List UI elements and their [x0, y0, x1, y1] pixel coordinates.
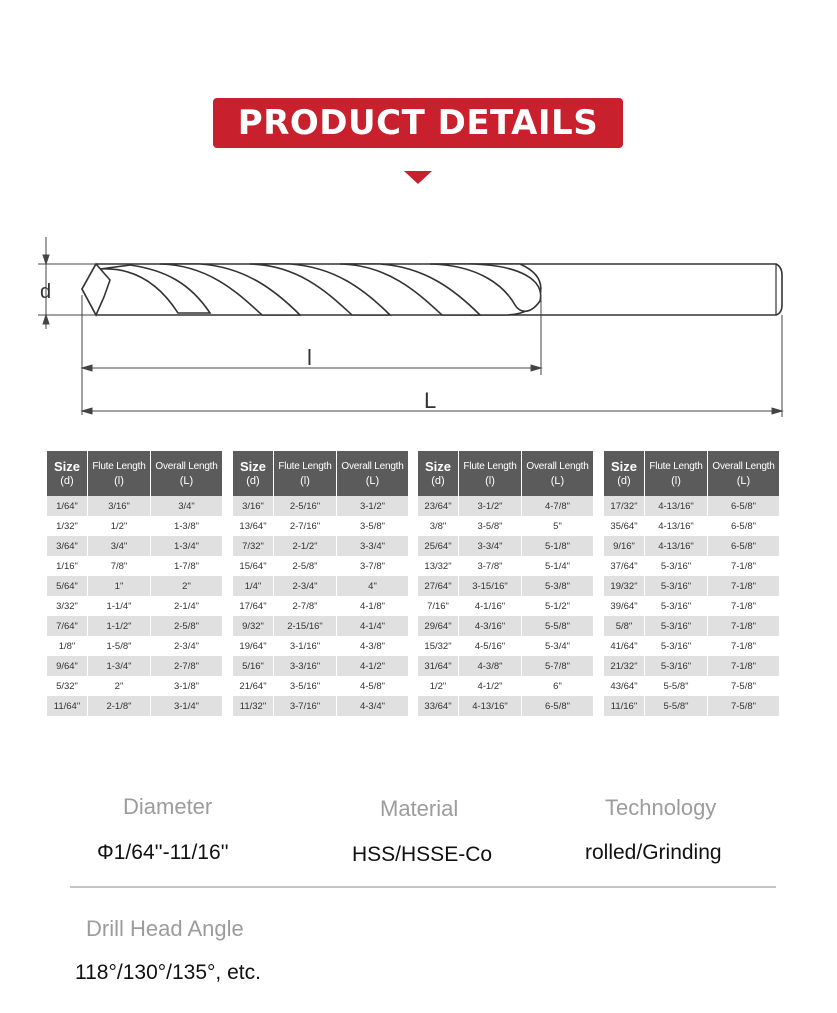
- flute-length-header: [459, 451, 522, 496]
- size-cell: 11/64": [47, 696, 88, 716]
- table-row: [47, 636, 222, 656]
- table-row: [604, 676, 779, 696]
- size-header: [418, 451, 459, 496]
- head-angle-value: 118°/130°/135°, etc.: [75, 961, 261, 984]
- overall-length-header-symbol: (L): [736, 475, 751, 487]
- flute-length-cell: 1-1/4": [88, 596, 151, 616]
- flute-length-cell: 1-3/4": [88, 656, 151, 676]
- overall-length-cell: 3-1/8": [151, 676, 223, 696]
- size-cell: 5/16": [233, 656, 274, 676]
- table-row: [604, 516, 779, 536]
- size-cell: 11/32": [233, 696, 274, 716]
- material-label: Material: [380, 796, 459, 821]
- overall-length-cell: 3-7/8": [337, 556, 409, 576]
- size-cell: 41/64": [604, 636, 645, 656]
- flute-length-header: [645, 451, 708, 496]
- size-cell: 9/64": [47, 656, 88, 676]
- size-header-title: Size: [239, 459, 266, 474]
- technology-value: rolled/Grinding: [585, 841, 722, 864]
- size-cell: 3/8": [418, 516, 459, 536]
- flute-length-header: [274, 451, 337, 496]
- overall-length-cell: 7-1/8": [708, 616, 780, 636]
- size-cell: 19/64": [233, 636, 274, 656]
- flute-length-cell: 3-1/16": [274, 636, 337, 656]
- label-d: d: [40, 281, 52, 303]
- flute-length-cell: 4-13/16": [459, 696, 522, 716]
- size-cell: 3/32": [47, 596, 88, 616]
- table-row: [47, 576, 222, 596]
- size-cell: 15/32": [418, 636, 459, 656]
- flute-length-header-title: Flute Length: [463, 461, 517, 472]
- table-row: [233, 596, 408, 616]
- size-cell: 23/64": [418, 496, 459, 516]
- overall-length-cell: 4": [337, 576, 409, 596]
- table-row: [47, 536, 222, 556]
- overall-length-header: [522, 451, 594, 496]
- table-row: [233, 556, 408, 576]
- flute-length-cell: 3-1/2": [459, 496, 522, 516]
- size-cell: 1/8": [47, 636, 88, 656]
- flute-length-cell: 2-1/8": [88, 696, 151, 716]
- size-header-symbol: (d): [431, 475, 445, 487]
- size-cell: 15/64": [233, 556, 274, 576]
- overall-length-header-title: Overall Length: [526, 461, 589, 472]
- flute-length-header: [88, 451, 151, 496]
- size-cell: 25/64": [418, 536, 459, 556]
- size-cell: 1/4": [233, 576, 274, 596]
- flute-length-cell: 3-3/4": [459, 536, 522, 556]
- overall-length-cell: 7-1/8": [708, 636, 780, 656]
- size-cell: 9/32": [233, 616, 274, 636]
- table-header-row: [233, 451, 408, 496]
- overall-length-cell: 4-1/2": [337, 656, 409, 676]
- overall-length-cell: 4-3/8": [337, 636, 409, 656]
- size-cell: 7/64": [47, 616, 88, 636]
- flute-length-header-symbol: (l): [114, 475, 124, 487]
- table-row: [47, 596, 222, 616]
- flute-length-cell: 4-1/16": [459, 596, 522, 616]
- flute-length-cell: 5-3/16": [645, 636, 708, 656]
- flute-length-cell: 4-13/16": [645, 496, 708, 516]
- flute-length-cell: 5-3/16": [645, 556, 708, 576]
- overall-length-cell: 7-5/8": [708, 696, 780, 716]
- table-row: [604, 636, 779, 656]
- table-row: [47, 496, 222, 516]
- overall-length-cell: 4-1/8": [337, 596, 409, 616]
- size-cell: 7/32": [233, 536, 274, 556]
- overall-length-cell: 2-7/8": [151, 656, 223, 676]
- flute-length-cell: 4-3/16": [459, 616, 522, 636]
- flute-length-cell: 2-5/16": [274, 496, 337, 516]
- overall-length-cell: 5-3/8": [522, 576, 594, 596]
- overall-length-cell: 7-1/8": [708, 596, 780, 616]
- overall-length-header-title: Overall Length: [341, 461, 404, 472]
- flute-length-cell: 5-5/8": [645, 676, 708, 696]
- size-cell: 1/32": [47, 516, 88, 536]
- flute-length-cell: 1-5/8": [88, 636, 151, 656]
- table-row: [47, 696, 222, 716]
- size-header-title: Size: [424, 459, 451, 474]
- flute-length-cell: 5-3/16": [645, 596, 708, 616]
- size-cell: 13/64": [233, 516, 274, 536]
- overall-length-cell: 6-5/8": [708, 496, 780, 516]
- head-angle-label: Drill Head Angle: [86, 916, 244, 941]
- overall-length-cell: 5-3/4": [522, 636, 594, 656]
- size-cell: 29/64": [418, 616, 459, 636]
- flute-length-cell: 2-1/2": [274, 536, 337, 556]
- technology-label: Technology: [605, 795, 717, 820]
- size-header: [604, 451, 645, 496]
- flute-length-cell: 1/2": [88, 516, 151, 536]
- size-cell: 39/64": [604, 596, 645, 616]
- table-row: [418, 636, 593, 656]
- overall-length-cell: 5-1/8": [522, 536, 594, 556]
- table-row: [604, 596, 779, 616]
- overall-length-cell: 4-3/4": [337, 696, 409, 716]
- overall-length-cell: 3-1/2": [337, 496, 409, 516]
- flute-length-cell: 3-5/8": [459, 516, 522, 536]
- flute-length-cell: 5-3/16": [645, 616, 708, 636]
- overall-length-cell: 3/4": [151, 496, 223, 516]
- table-row: [418, 496, 593, 516]
- size-cell: 35/64": [604, 516, 645, 536]
- size-cell: 7/16": [418, 596, 459, 616]
- table-row: [604, 556, 779, 576]
- flute-length-cell: 2": [88, 676, 151, 696]
- table-row: [418, 696, 593, 716]
- overall-length-cell: 6-5/8": [708, 536, 780, 556]
- flute-length-cell: 4-1/2": [459, 676, 522, 696]
- overall-length-cell: 5-7/8": [522, 656, 594, 676]
- label-flute-l: l: [307, 345, 312, 370]
- size-cell: 9/16": [604, 536, 645, 556]
- table-row: [233, 496, 408, 516]
- table-row: [418, 556, 593, 576]
- table-row: [47, 556, 222, 576]
- flute-length-cell: 7/8": [88, 556, 151, 576]
- overall-length-cell: 4-5/8": [337, 676, 409, 696]
- overall-length-cell: 2-5/8": [151, 616, 223, 636]
- flute-length-header-title: Flute Length: [649, 461, 703, 472]
- banner-title: PRODUCT DETAILS: [237, 103, 599, 143]
- size-cell: 1/16": [47, 556, 88, 576]
- size-cell: 37/64": [604, 556, 645, 576]
- overall-length-cell: 4-7/8": [522, 496, 594, 516]
- label-overall-L: L: [424, 388, 437, 413]
- overall-length-cell: 5-1/4": [522, 556, 594, 576]
- size-cell: 3/16": [233, 496, 274, 516]
- size-cell: 33/64": [418, 696, 459, 716]
- flute-length-cell: 3-15/16": [459, 576, 522, 596]
- flute-length-header-symbol: (l): [671, 475, 681, 487]
- flute-length-cell: 2-7/16": [274, 516, 337, 536]
- overall-length-cell: 6-5/8": [522, 696, 594, 716]
- table-row: [47, 516, 222, 536]
- overall-length-cell: 4-1/4": [337, 616, 409, 636]
- overall-length-cell: 7-5/8": [708, 676, 780, 696]
- overall-length-header-symbol: (L): [550, 475, 565, 487]
- flute-length-cell: 3-5/16": [274, 676, 337, 696]
- overall-length-header-symbol: (L): [179, 475, 194, 487]
- table-row: [418, 576, 593, 596]
- table-row: [418, 536, 593, 556]
- table-row: [233, 696, 408, 716]
- table-row: [604, 696, 779, 716]
- overall-length-cell: 5": [522, 516, 594, 536]
- diameter-value: Φ1/64''-11/16'': [97, 841, 229, 864]
- size-table-4: [604, 451, 779, 716]
- size-header: [47, 451, 88, 496]
- overall-length-header: [708, 451, 780, 496]
- overall-length-cell: 1-3/4": [151, 536, 223, 556]
- table-header-row: [47, 451, 222, 496]
- overall-length-cell: 2-3/4": [151, 636, 223, 656]
- overall-length-cell: 7-1/8": [708, 656, 780, 676]
- table-row: [604, 656, 779, 676]
- size-cell: 17/64": [233, 596, 274, 616]
- drill-diagram: [0, 225, 837, 425]
- size-header: [233, 451, 274, 496]
- overall-length-cell: 2-1/4": [151, 596, 223, 616]
- flute-length-cell: 5-3/16": [645, 656, 708, 676]
- size-header-title: Size: [610, 459, 637, 474]
- size-cell: 5/32": [47, 676, 88, 696]
- size-cell: 1/64": [47, 496, 88, 516]
- size-cell: 1/2": [418, 676, 459, 696]
- table-row: [233, 516, 408, 536]
- flute-length-cell: 4-3/8": [459, 656, 522, 676]
- size-header-symbol: (d): [246, 475, 260, 487]
- size-table-2: [233, 451, 408, 716]
- overall-length-cell: 3-3/4": [337, 536, 409, 556]
- flute-length-cell: 2-7/8": [274, 596, 337, 616]
- flute-length-cell: 4-5/16": [459, 636, 522, 656]
- flute-length-cell: 3/4": [88, 536, 151, 556]
- table-row: [47, 616, 222, 636]
- overall-length-cell: 7-1/8": [708, 556, 780, 576]
- table-row: [233, 536, 408, 556]
- table-header-row: [604, 451, 779, 496]
- flute-length-header-symbol: (l): [485, 475, 495, 487]
- table-row: [418, 616, 593, 636]
- overall-length-cell: 7-1/8": [708, 576, 780, 596]
- overall-length-cell: 6": [522, 676, 594, 696]
- table-row: [604, 576, 779, 596]
- overall-length-cell: 3-5/8": [337, 516, 409, 536]
- table-row: [47, 656, 222, 676]
- table-row: [233, 576, 408, 596]
- overall-length-cell: 1-7/8": [151, 556, 223, 576]
- overall-length-header: [337, 451, 409, 496]
- flute-length-cell: 2-5/8": [274, 556, 337, 576]
- size-cell: 3/64": [47, 536, 88, 556]
- size-cell: 5/64": [47, 576, 88, 596]
- size-cell: 31/64": [418, 656, 459, 676]
- overall-length-cell: 6-5/8": [708, 516, 780, 536]
- size-table-3: [418, 451, 593, 716]
- size-cell: 5/8": [604, 616, 645, 636]
- size-cell: 11/16": [604, 696, 645, 716]
- overall-length-cell: 5-1/2": [522, 596, 594, 616]
- size-cell: 27/64": [418, 576, 459, 596]
- table-row: [418, 516, 593, 536]
- table-row: [418, 676, 593, 696]
- flute-length-header-title: Flute Length: [92, 461, 146, 472]
- flute-length-cell: 5-5/8": [645, 696, 708, 716]
- table-header-row: [418, 451, 593, 496]
- overall-length-header: [151, 451, 223, 496]
- overall-length-header-title: Overall Length: [155, 461, 218, 472]
- flute-length-cell: 3-7/8": [459, 556, 522, 576]
- table-row: [604, 536, 779, 556]
- size-cell: 21/64": [233, 676, 274, 696]
- overall-length-header-title: Overall Length: [712, 461, 775, 472]
- table-row: [233, 656, 408, 676]
- flute-length-cell: 3-7/16": [274, 696, 337, 716]
- size-header-symbol: (d): [617, 475, 631, 487]
- size-header-symbol: (d): [60, 475, 74, 487]
- flute-length-cell: 2-3/4": [274, 576, 337, 596]
- product-details-banner: [213, 98, 623, 148]
- size-cell: 19/32": [604, 576, 645, 596]
- overall-length-cell: 5-5/8": [522, 616, 594, 636]
- table-row: [418, 596, 593, 616]
- flute-length-cell: 5-3/16": [645, 576, 708, 596]
- overall-length-cell: 3-1/4": [151, 696, 223, 716]
- flute-length-cell: 1-1/2": [88, 616, 151, 636]
- flute-length-cell: 3-3/16": [274, 656, 337, 676]
- flute-length-cell: 4-13/16": [645, 536, 708, 556]
- size-table-1: [47, 451, 222, 716]
- down-arrow-icon: [404, 171, 432, 184]
- flute-length-header-title: Flute Length: [278, 461, 332, 472]
- size-cell: 43/64": [604, 676, 645, 696]
- table-row: [418, 656, 593, 676]
- diameter-label: Diameter: [123, 794, 213, 819]
- size-cell: 13/32": [418, 556, 459, 576]
- flute-length-header-symbol: (l): [300, 475, 310, 487]
- material-value: HSS/HSSE-Co: [352, 843, 493, 866]
- overall-length-header-symbol: (L): [365, 475, 380, 487]
- size-cell: 21/32": [604, 656, 645, 676]
- flute-length-cell: 4-13/16": [645, 516, 708, 536]
- flute-length-cell: 1": [88, 576, 151, 596]
- divider: [70, 886, 776, 888]
- flute-length-cell: 2-15/16": [274, 616, 337, 636]
- overall-length-cell: 1-3/8": [151, 516, 223, 536]
- table-row: [604, 616, 779, 636]
- table-row: [233, 636, 408, 656]
- size-cell: 17/32": [604, 496, 645, 516]
- size-header-title: Size: [53, 459, 80, 474]
- table-row: [604, 496, 779, 516]
- table-row: [233, 676, 408, 696]
- table-row: [233, 616, 408, 636]
- table-row: [47, 676, 222, 696]
- overall-length-cell: 2": [151, 576, 223, 596]
- flute-length-cell: 3/16": [88, 496, 151, 516]
